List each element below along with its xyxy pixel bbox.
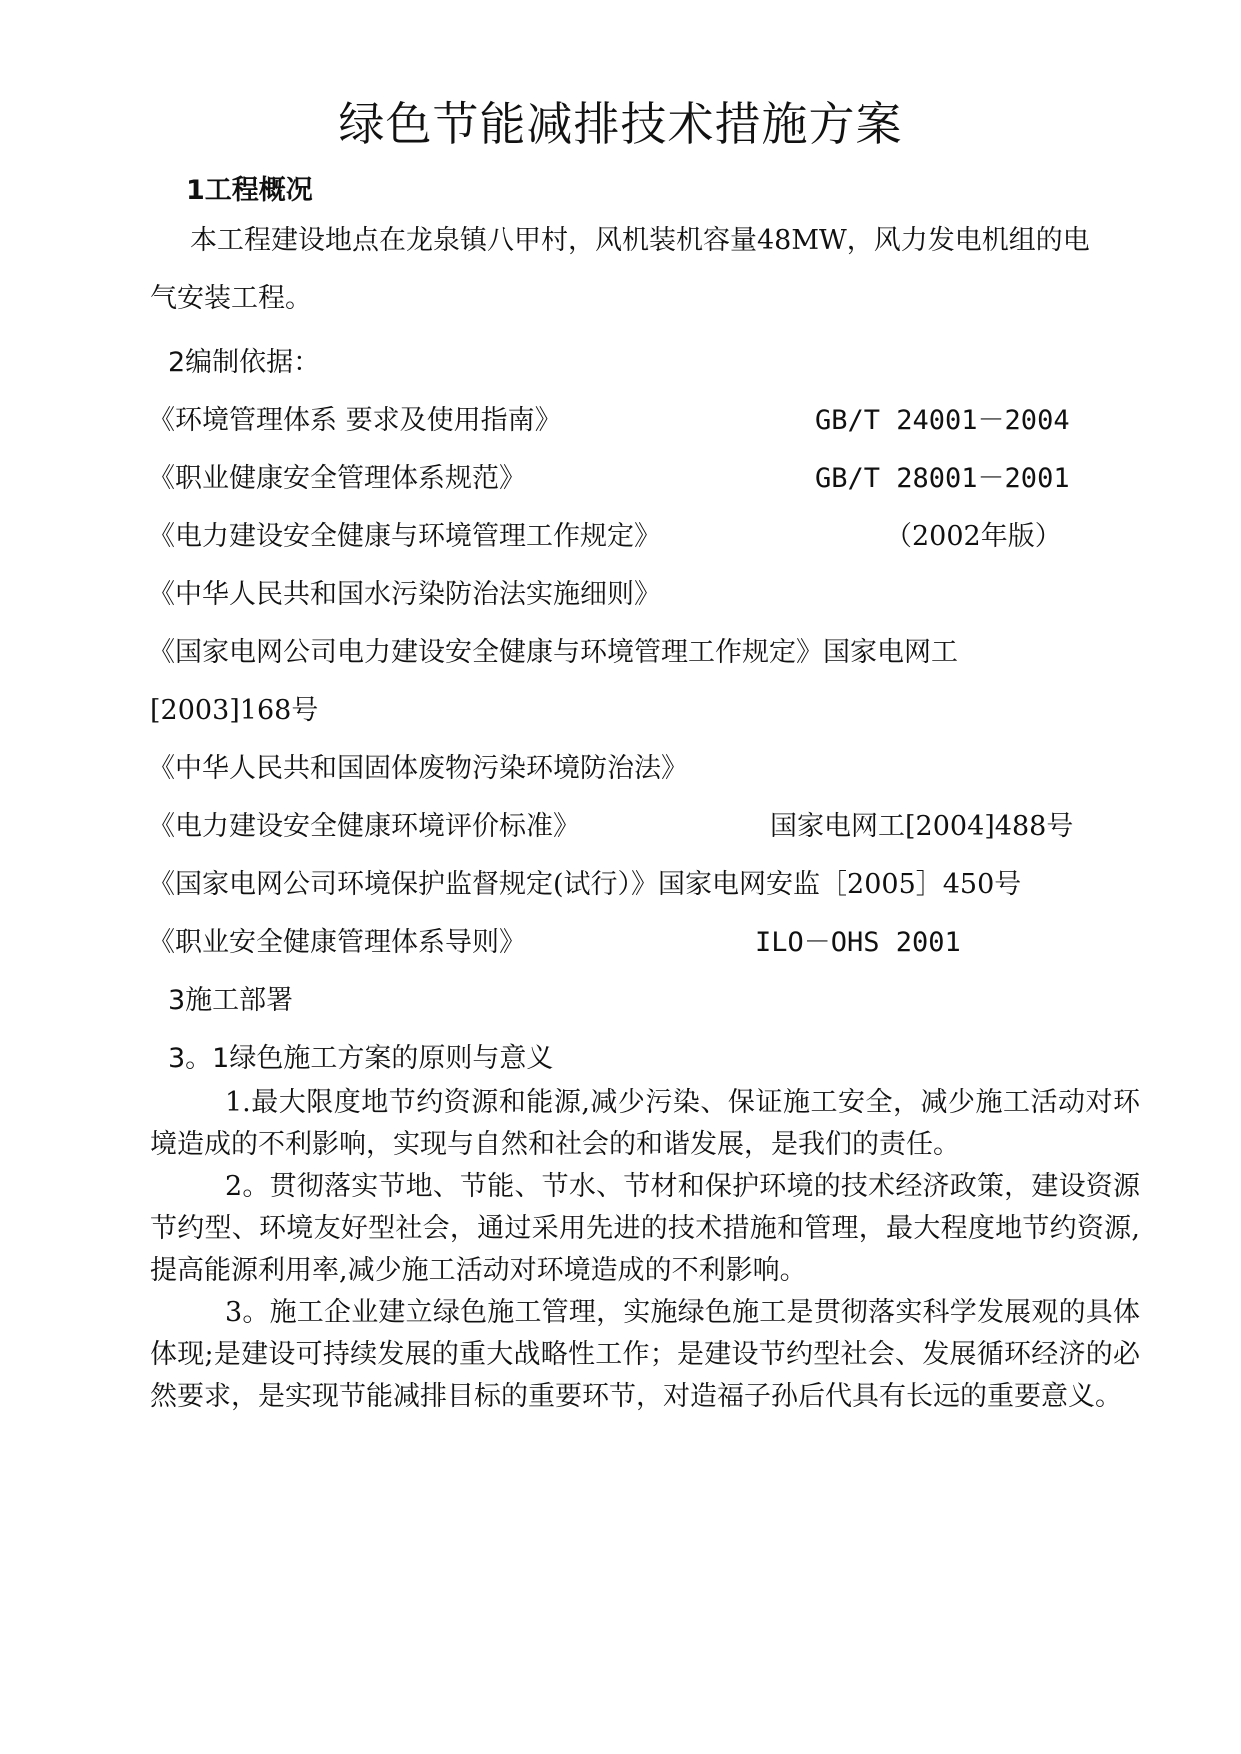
reference-code: GB/T 24001－2004 [815, 405, 1070, 436]
section-3-paragraph-2: 2。贯彻落实节地、节能、节水、节材和保护环境的技术经济政策，建设资源节约型、环境友好型社会，通过采用先进的技术措施和管理，最大程度地节约资源,提高能源利用率,减少施工活动对环境造成的不利影响。 [150, 1171, 1140, 1286]
reference-code: ILO－OHS 2001 [755, 927, 961, 958]
reference-name: 《中华人民共和国水污染防治法实施细则》 [148, 579, 661, 610]
section-1-body-line2: 气安装工程。 [150, 283, 312, 314]
reference-name: 《电力建设安全健康环境评价标准》 [148, 811, 580, 842]
section-3-heading: 3施工部署 [168, 985, 294, 1016]
reference-name: 《中华人民共和国固体废物污染环境防治法》 [148, 753, 688, 784]
section-1-heading: 1工程概况 [186, 175, 313, 206]
reference-name: 《电力建设安全健康与环境管理工作规定》 [148, 521, 661, 552]
reference-name: 《职业健康安全管理体系规范》 [148, 463, 526, 494]
reference-name: 《国家电网公司环境保护监督规定(试行）》国家电网安监［2005］450号 [148, 869, 1022, 900]
section-3-1-heading: 3。1绿色施工方案的原则与意义 [168, 1043, 554, 1074]
section-2-heading: 2编制依据： [168, 347, 321, 378]
reference-name: 《国家电网公司电力建设安全健康与环境管理工作规定》国家电网工 [148, 637, 958, 668]
reference-name: 《环境管理体系 要求及使用指南》 [148, 405, 562, 436]
reference-name: 《职业安全健康管理体系导则》 [148, 927, 526, 958]
reference-code: GB/T 28001－2001 [815, 463, 1070, 494]
section-3-paragraph-3: 3。施工企业建立绿色施工管理，实施绿色施工是贯彻落实科学发展观的具体体现;是建设可持续发展的重大战略性工作；是建设节约型社会、发展循环经济的必然要求，是实现节能减排目标的重要环节，对造福子孙后代具有长远的重要意义。 [150, 1297, 1140, 1412]
reference-code: 国家电网工[2004]488号 [770, 811, 1074, 842]
section-3-paragraph-1: 1.最大限度地节约资源和能源,减少污染、保证施工安全，减少施工活动对环境造成的不利影响，实现与自然和社会的和谐发展，是我们的责任。 [150, 1087, 1140, 1160]
reference-code: （2002年版） [885, 521, 1062, 552]
section-1-body-line1: 本工程建设地点在龙泉镇八甲村，风机装机容量48MW，风力发电机组的电 [190, 225, 1090, 256]
reference-name: [2003]168号 [150, 695, 319, 726]
document-title: 绿色节能减排技术措施方案 [338, 97, 903, 151]
